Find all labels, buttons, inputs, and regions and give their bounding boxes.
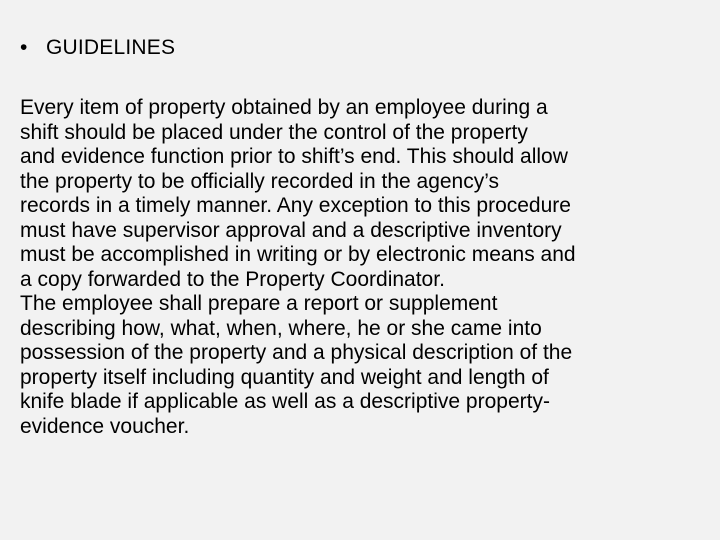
slide-heading: GUIDELINES (46, 36, 176, 59)
heading-row (20, 34, 175, 62)
bullet-icon: • (20, 36, 28, 59)
paragraph: Every item of property obtained by an employee during a shift should be placed under the control of the property and evidence function prior to shift’s end. This should allow the property to be officially recorded in the agency’s records in a timely manner. Any exception to this procedure must have supervisor approval and a descriptive inventory must be accomplished in writing or by electronic means and a copy forwarded to the Property Coordinator. (20, 96, 576, 291)
body-text (20, 96, 690, 439)
paragraph: The employee shall prepare a report or supplement describing how, what, when, where, he or she came into possession of the property and a physical description of the property itself including quantity and weight and length of knife blade if applicable as well as a descriptive property- evidence voucher. (20, 292, 573, 438)
